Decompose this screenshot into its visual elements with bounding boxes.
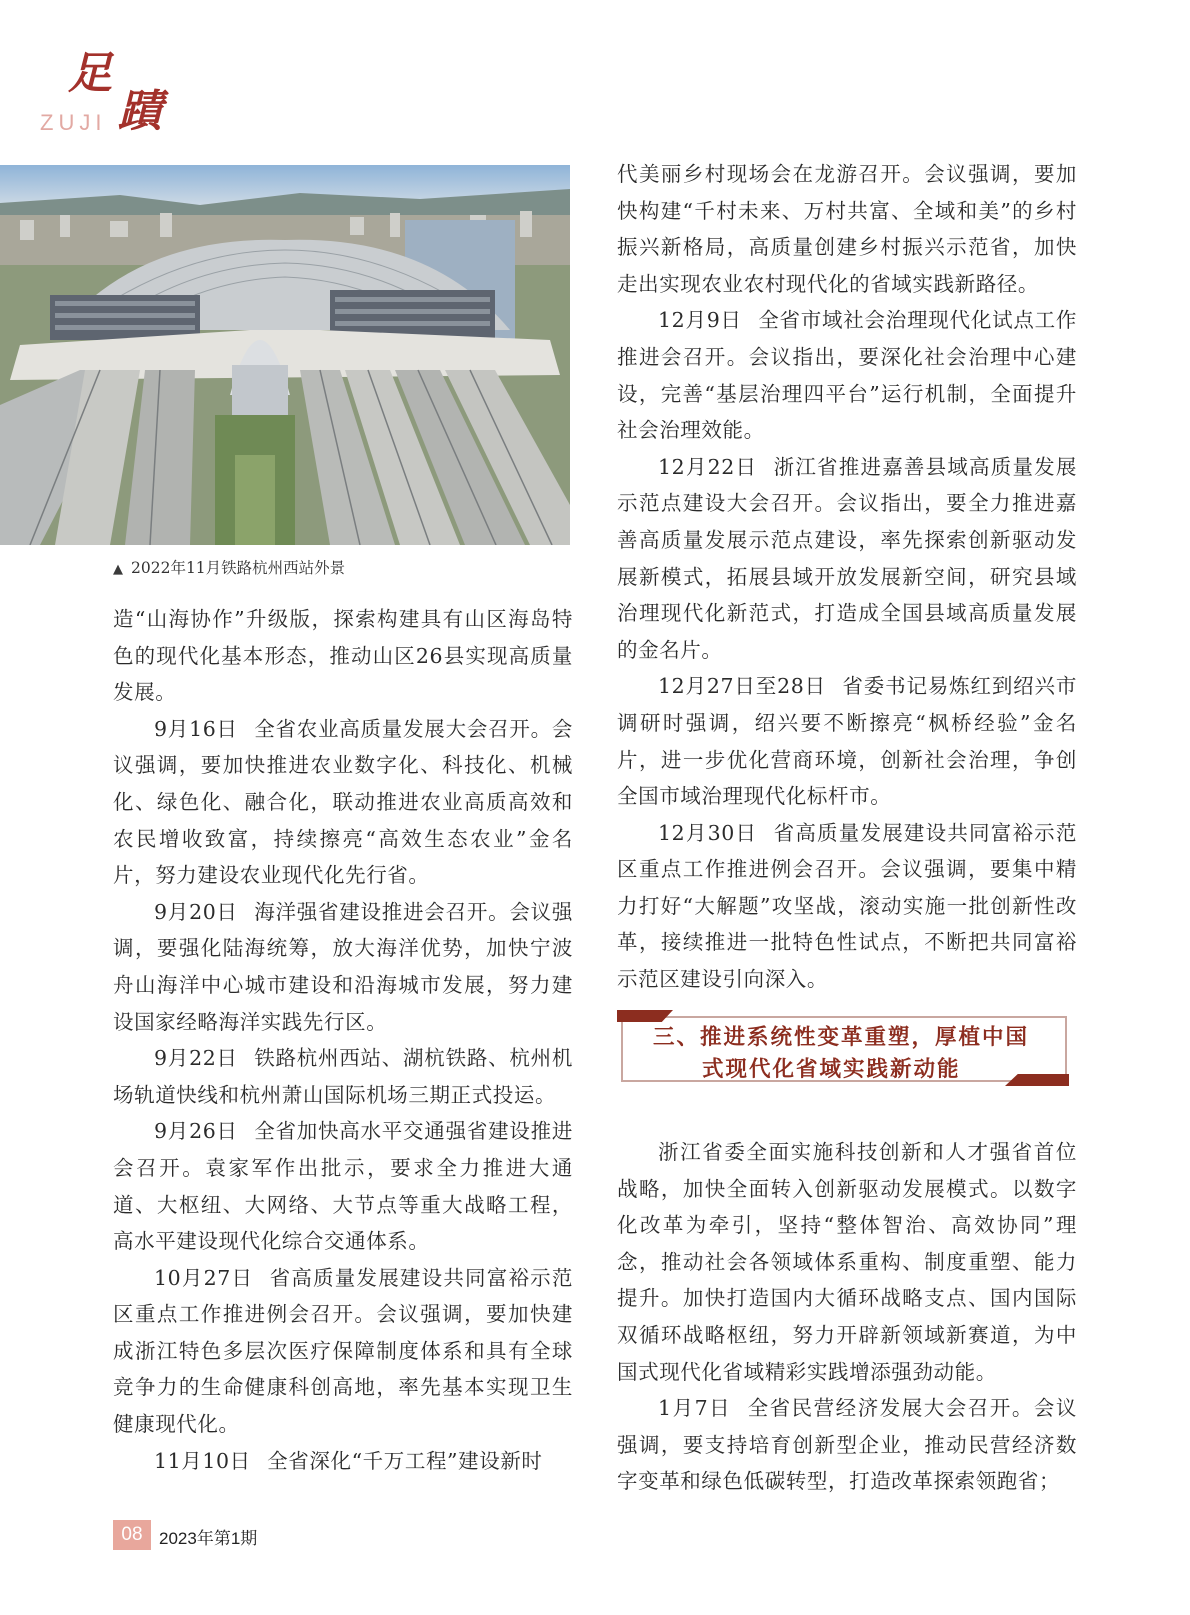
photo-caption	[113, 556, 345, 578]
paragraph	[617, 668, 1077, 814]
paragraph	[617, 1390, 1077, 1500]
triangle-icon: ▲	[113, 562, 123, 577]
heading-line-2: 式现代化省域实践新动能	[702, 1057, 961, 1082]
right-column-bottom	[617, 1134, 1077, 1500]
paragraph-date: 1月7日	[658, 1396, 732, 1421]
paragraph	[617, 156, 1077, 302]
paragraph	[113, 1260, 573, 1443]
page-number: 08	[113, 1520, 151, 1550]
logo-latin: ZUJI	[40, 110, 107, 135]
paragraph-date: 12月9日	[658, 308, 742, 333]
paragraph	[617, 449, 1077, 669]
paragraph-text: 全省市域社会治理现代化试点工作推进会召开。会议指出，要深化社会治理中心建设，完善“基层治理四平台”运行机制，全面提升社会治理效能。	[617, 308, 1077, 443]
heading-line-1: 三、推进系统性变革重塑，厚植中国	[653, 1025, 1030, 1050]
paragraph	[113, 1443, 573, 1480]
paragraph-date: 10月27日	[154, 1265, 254, 1290]
logo-char-1: 足	[68, 48, 116, 99]
paragraph-date: 12月30日	[658, 820, 758, 845]
paragraph	[617, 815, 1077, 998]
paragraph-text: 全省农业高质量发展大会召开。会议强调，要加快推进农业数字化、科技化、机械化、绿色化、融合化，联动推进农业高质高效和农民增收致富，持续擦亮“高效生态农业”金名片，努力建设农业现代化先行省。	[113, 716, 573, 888]
paragraph-text: 铁路杭州西站、湖杭铁路、杭州机场轨道快线和杭州萧山国际机场三期正式投运。	[113, 1046, 573, 1107]
paragraph-text: 代美丽乡村现场会在龙游召开。会议强调，要加快构建“千村未来、万村共富、全域和美”的乡村振兴新格局，高质量创建乡村振兴示范省，加快走出实现农业农村现代化的省域实践新路径。	[617, 162, 1077, 296]
caption-text: 2022年11月铁路杭州西站外景	[131, 559, 346, 577]
station-photo	[0, 165, 570, 545]
masthead-logo	[40, 48, 180, 142]
paragraph-text: 浙江省委全面实施科技创新和人才强省首位战略，加快全面转入创新驱动发展模式。以数字化改革为牵引，坚持“整体智治、高效协同”理念，推动社会各领域体系重构、制度重塑、能力提升。加快打造国内大循环战略支点、国内国际双循环战略枢纽，努力开辟新领域新赛道，为中国式现代化省域精彩实践增添强劲动能。	[617, 1140, 1077, 1384]
issue-label: 2023年第1期	[159, 1529, 258, 1548]
paragraph-text: 省高质量发展建设共同富裕示范区重点工作推进例会召开。会议强调，要加快建成浙江特色多层次医疗保障制度体系和具有全球竞争力的生命健康科创高地，率先基本实现卫生健康现代化。	[113, 1265, 573, 1437]
paragraph	[113, 601, 573, 711]
paragraph-date: 9月26日	[154, 1119, 238, 1144]
paragraph	[113, 894, 573, 1040]
paragraph	[617, 302, 1077, 448]
left-column	[113, 601, 573, 1479]
paragraph-text: 造“山海协作”升级版，探索构建具有山区海岛特色的现代化基本形态，推动山区26县实现高质量发展。	[113, 607, 573, 705]
paragraph	[113, 1040, 573, 1113]
paragraph-date: 11月10日	[154, 1448, 251, 1473]
paragraph-text: 省高质量发展建设共同富裕示范区重点工作推进例会召开。会议强调，要集中精力打好“大解题”攻坚战，滚动实施一批创新性改革，接续推进一批特色性试点，不断把共同富裕示范区建设引向深入。	[617, 820, 1077, 992]
paragraph	[113, 711, 573, 894]
paragraph-date: 9月20日	[154, 899, 238, 924]
paragraph-text: 全省深化“千万工程”建设新时	[267, 1448, 543, 1473]
paragraph-text: 海洋强省建设推进会召开。会议强调，要强化陆海统筹，放大海洋优势，加快宁波舟山海洋中心城市建设和沿海城市发展，努力建设国家经略海洋实践先行区。	[113, 899, 573, 1034]
section-heading	[617, 1006, 1069, 1088]
paragraph	[113, 1113, 573, 1259]
paragraph-text: 省委书记易炼红到绍兴市调研时强调，绍兴要不断擦亮“枫桥经验”金名片，进一步优化营商环境，创新社会治理，争创全国市域治理现代化标杆市。	[617, 674, 1077, 809]
paragraph-date: 9月16日	[154, 716, 238, 741]
paragraph-date: 12月22日	[658, 454, 758, 479]
paragraph-date: 12月27日至28日	[658, 674, 826, 699]
paragraph	[617, 1134, 1077, 1390]
paragraph-text: 全省加快高水平交通强省建设推进会召开。袁家军作出批示，要求全力推进大通道、大枢纽、大网络、大节点等重大战略工程，高水平建设现代化综合交通体系。	[113, 1119, 573, 1254]
paragraph-date: 9月22日	[154, 1046, 238, 1071]
right-column-top	[617, 156, 1077, 998]
paragraph-text: 浙江省推进嘉善县域高质量发展示范点建设大会召开。会议指出，要全力推进嘉善高质量发展示范点建设，率先探索创新驱动发展新模式，拓展县域开放发展新空间，研究县域治理现代化新范式，打造成全国县域高质量发展的金名片。	[617, 454, 1077, 662]
logo-char-2: 蹟	[118, 86, 162, 137]
paragraph-text: 全省民营经济发展大会召开。会议强调，要支持培育创新型企业，推动民营经济数字变革和绿色低碳转型，打造改革探索领跑省；	[617, 1396, 1077, 1494]
